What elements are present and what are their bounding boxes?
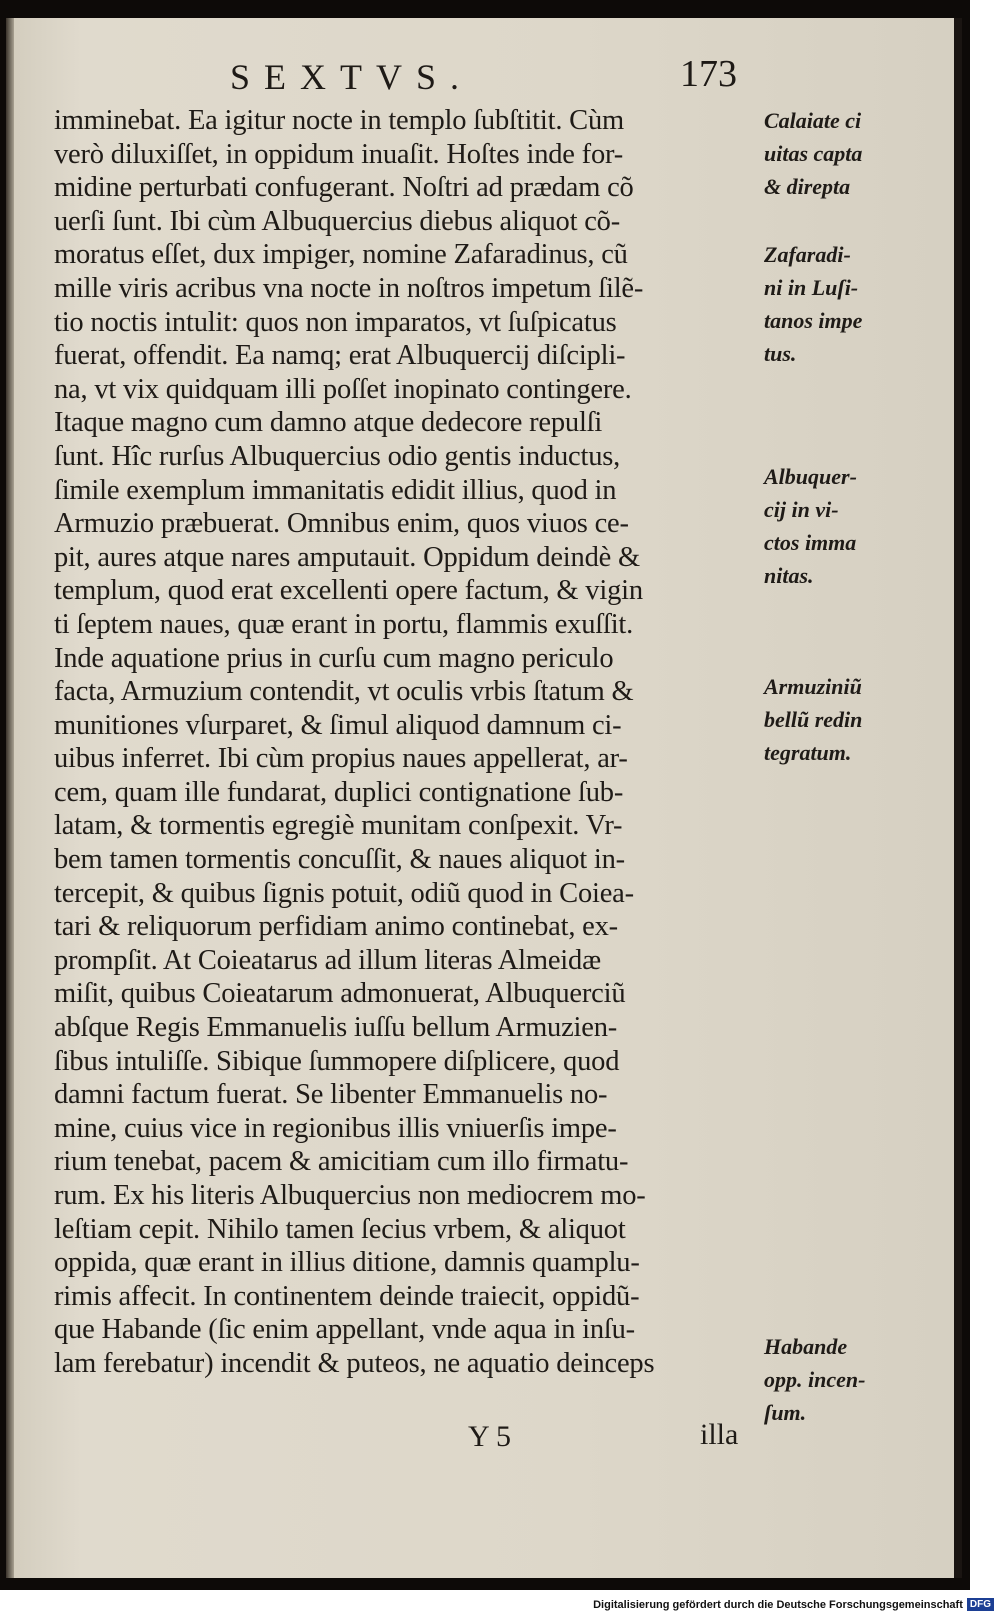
dfg-logo: DFG — [967, 1598, 994, 1611]
text-line: Armuzio præbuerat. Omnibus enim, quos viuos ce- — [54, 508, 629, 540]
text-line: templum, quod erat excellenti opere factum, & vigin — [54, 575, 643, 607]
page-number: 173 — [680, 53, 737, 95]
text-line: mille viris acribus vna nocte in noſtros impetum ſilẽ- — [54, 272, 644, 304]
text-line: que Habande (ſic enim appellant, vnde aqua in inſu- — [54, 1314, 635, 1346]
signature-mark: Y 5 — [468, 1420, 512, 1453]
text-line: fuerat, offendit. Ea namq; erat Albuquercij diſcipli- — [54, 340, 626, 372]
body-text — [54, 104, 754, 1381]
page-gutter — [6, 18, 14, 1578]
catchword: illa — [700, 1418, 739, 1451]
text-line: pit, aures atque nares amputauit. Oppidum deindè & — [54, 541, 640, 573]
margin-note-zafaradini: Zafaradi- ni in Luſi- tanos impe tus. — [764, 242, 863, 366]
text-line: facta, Armuzium contendit, vt oculis vrbis ſtatum & — [54, 676, 634, 708]
text-line: ſibus intuliſſe. Sibique ſummopere diſplicere, quod — [54, 1045, 620, 1077]
text-line: na, vt vix quidquam illi poſſet inopinato contingere. — [54, 373, 632, 405]
margin-note-albuquercij: Albuquer- cij in vi- ctos imma nitas. — [764, 464, 857, 588]
text-line: ſunt. Hîc rurſus Albuquercius odio gentis inductus, — [54, 440, 621, 472]
text-line: cem, quam ille fundarat, duplici contignatione ſub- — [54, 776, 624, 808]
text-line: latam, & tormentis egregiè munitam conſpexit. Vr- — [54, 810, 623, 842]
text-line: tercepit, & quibus ſignis potuit, odiũ quod in Coiea- — [54, 877, 634, 909]
text-line: leſtiam cepit. Nihilo tamen ſecius vrbem, & aliquot — [54, 1213, 626, 1245]
text-line: munitiones vſurparet, & ſimul aliquod damnum ci- — [54, 709, 622, 741]
text-line: mine, cuius vice in regionibus illis vniuerſis impe- — [54, 1112, 617, 1144]
text-line: uerſi ſunt. Ibi cùm Albuquercius diebus aliquot cõ- — [54, 205, 621, 237]
text-line: rium tenebat, pacem & amicitiam cum illo firmatu- — [54, 1146, 629, 1178]
margin-note-armuzinum: Armuziniũ bellũ redin tegratum. — [764, 674, 863, 765]
text-line: bem tamen tormentis concuſſit, & naues aliquot in- — [54, 844, 625, 876]
text-line: Itaque magno cum damno atque dedecore repulſi — [54, 407, 603, 439]
text-line: midine perturbati confugerant. Noſtri ad prædam cõ — [54, 172, 634, 204]
margin-note-habande: Habande opp. incen- ſum. — [764, 1334, 866, 1425]
running-head: SEXTVS. — [230, 57, 474, 97]
text-line: moratus eſſet, dux impiger, nomine Zafaradinus, cũ — [54, 239, 628, 271]
text-line: imminebat. Ea igitur nocte in templo ſubſtitit. Cùm — [54, 105, 625, 136]
text-line: Inde aquatione prius in curſu cum magno periculo — [54, 642, 614, 674]
text-line: rimis affecit. In continentem deinde traiecit, oppidũ- — [54, 1280, 640, 1312]
text-line: miſit, quibus Coieatarum admonuerat, Albuquerciũ — [54, 978, 626, 1010]
text-line: uibus inferret. Ibi cùm propius naues appellerat, ar- — [54, 743, 628, 775]
text-line: damni factum fuerat. Se libenter Emmanuelis no- — [54, 1079, 608, 1111]
text-line: abſque Regis Emmanuelis iuſſu bellum Armuzien- — [54, 1012, 618, 1044]
text-line: tari & reliquorum perfidiam animo continebat, ex- — [54, 911, 618, 943]
text-line: verò diluxiſſet, in oppidum inuaſit. Hoſtes inde for- — [54, 138, 624, 170]
text-line: ſimile exemplum immanitatis edidit illius, quod in — [54, 474, 617, 506]
text-line: prompſit. At Coieatarus ad illum literas Almeidæ — [54, 944, 601, 976]
text-line: ti ſeptem naues, quæ erant in portu, flammis exuſſit. — [54, 608, 634, 640]
text-line: lam ferebatur) incendit & puteos, ne aquatio deinceps — [54, 1347, 655, 1379]
digitization-footer — [593, 1598, 994, 1611]
text-line: oppida, quæ erant in illius ditione, damnis quamplu- — [54, 1247, 640, 1279]
margin-note-calaiate: Calaiate ci uitas capta & direpta — [764, 108, 863, 199]
text-line: tio noctis intulit: quos non imparatos, vt ſuſpicatus — [54, 306, 617, 338]
text-line: rum. Ex his literis Albuquercius non mediocrem mo- — [54, 1180, 646, 1211]
footer-credit: Digitalisierung gefördert durch die Deutsche Forschungsgemeinschaft — [593, 1598, 963, 1611]
